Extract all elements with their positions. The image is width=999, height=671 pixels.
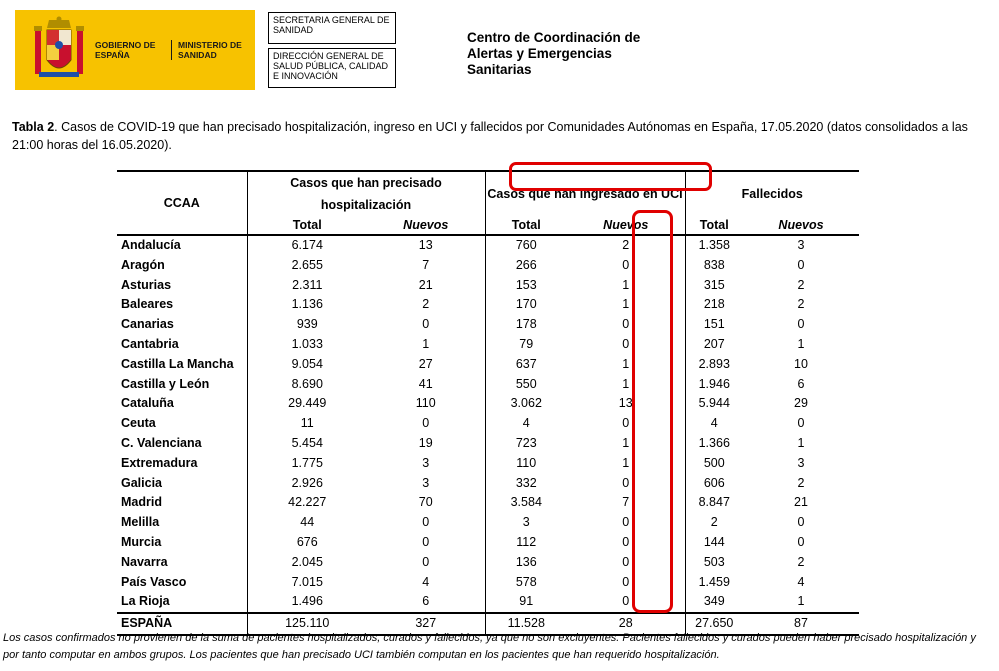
cell-f-total: 144	[685, 533, 743, 553]
covid-table	[117, 170, 859, 636]
uci-nuevos-highlight	[632, 210, 673, 613]
secretaria-box: SECRETARIA GENERAL DE SANIDAD	[268, 12, 396, 44]
cell-h-new: 41	[418, 376, 433, 391]
cell-f-total: 500	[685, 454, 743, 474]
cell-h-total: 2.045	[247, 553, 367, 573]
cell-h-total: 11	[247, 414, 367, 434]
ccaa-name: Castilla La Mancha	[121, 356, 234, 371]
cell-f-new: 3	[797, 238, 805, 252]
cell-h-total: 6.174	[247, 235, 367, 256]
ccaa-name: La Rioja	[121, 594, 170, 609]
ccaa-name: Madrid	[121, 495, 162, 510]
cell-h-new: 13	[418, 238, 433, 252]
subheader-nuevos: Nuevos	[567, 216, 685, 235]
cell-h-total: 44	[247, 513, 367, 533]
cell-h-new: 3	[422, 475, 430, 490]
cell-u-new: 0	[622, 257, 630, 272]
group-header-uci: Casos que han ingresado en UCI	[485, 171, 685, 216]
cell-f-new: 29	[794, 396, 808, 411]
cell-u-total: 11.528	[485, 613, 567, 635]
cell-u-new: 0	[622, 554, 630, 569]
table-row	[117, 375, 859, 395]
ccaa-name: C. Valenciana	[121, 435, 202, 450]
cell-h-new: 3	[422, 455, 430, 470]
ccaa-name: Extremadura	[121, 455, 198, 470]
ccaa-name: Andalucía	[121, 238, 181, 252]
cell-h-total: 939	[247, 315, 367, 335]
cell-u-new: 1	[622, 277, 630, 292]
table-row	[117, 394, 859, 414]
cell-f-new: 1	[797, 594, 805, 609]
table-row	[117, 235, 859, 256]
cell-u-new: 0	[622, 594, 630, 609]
cell-u-total: 332	[485, 474, 567, 494]
cell-u-total: 723	[485, 434, 567, 454]
table-row	[117, 553, 859, 573]
cell-f-total: 218	[685, 295, 743, 315]
cell-u-new: 0	[622, 336, 630, 351]
cell-f-total: 1.459	[685, 573, 743, 593]
cell-u-total: 3	[485, 513, 567, 533]
cell-f-total: 4	[685, 414, 743, 434]
cell-u-total: 170	[485, 295, 567, 315]
cell-h-new: 7	[422, 257, 430, 272]
cell-h-total: 29.449	[247, 394, 367, 414]
cell-u-total: 637	[485, 355, 567, 375]
cell-h-total: 7.015	[247, 573, 367, 593]
cell-h-total: 5.454	[247, 434, 367, 454]
cell-f-new: 0	[797, 317, 805, 332]
ccaa-name: Ceuta	[121, 416, 156, 431]
cell-f-total: 1.358	[685, 235, 743, 256]
cell-u-new: 1	[622, 356, 630, 371]
subheader-total: Total	[685, 216, 743, 235]
cell-h-new: 70	[418, 495, 433, 510]
cell-f-new: 3	[797, 455, 805, 470]
ccaa-name: Castilla y León	[121, 376, 210, 391]
ccaa-name: Asturias	[121, 277, 172, 292]
cell-u-new: 0	[622, 534, 630, 549]
cell-u-total: 3.584	[485, 493, 567, 513]
cell-u-new: 7	[622, 495, 630, 510]
cell-u-total: 578	[485, 573, 567, 593]
cell-h-new: 4	[422, 574, 430, 589]
center-title: Centro de Coordinación de Alertas y Emergencias Sanitarias	[467, 30, 641, 77]
cell-f-total: 838	[685, 256, 743, 276]
ccaa-name: Cataluña	[121, 396, 174, 411]
cell-h-new: 1	[422, 336, 430, 351]
cell-f-new: 1	[797, 435, 805, 450]
cell-f-new: 2	[797, 475, 805, 490]
table-row	[117, 434, 859, 454]
cell-h-new: 0	[422, 534, 430, 549]
ccaa-name: Baleares	[121, 297, 174, 312]
cell-u-new: 2	[622, 238, 630, 252]
cell-u-total: 112	[485, 533, 567, 553]
table-caption	[12, 118, 987, 154]
cell-f-total: 207	[685, 335, 743, 355]
cell-h-new: 0	[422, 554, 430, 569]
cell-h-total: 1.775	[247, 454, 367, 474]
cell-h-total: 9.054	[247, 355, 367, 375]
caption-text: . Casos de COVID-19 que han precisado hospitalización, ingreso en UCI y fallecidos por Comunidades Autónomas en España, 17.05.2020 (datos consolidados a las 21:00 horas del 16.05.2020).	[12, 120, 968, 152]
cell-f-total: 1.946	[685, 375, 743, 395]
cell-h-total: 2.311	[247, 276, 367, 296]
direccion-box: DIRECCIÓN GENERAL DE SALUD PÚBLICA, CALIDAD E INNOVACIÓN	[268, 48, 396, 88]
cell-h-new: 6	[422, 594, 430, 609]
cell-u-new: 0	[622, 515, 630, 530]
subheader-total: Total	[247, 216, 367, 235]
table-row	[117, 315, 859, 335]
cell-u-new: 13	[618, 396, 633, 411]
cell-u-total: 79	[485, 335, 567, 355]
table-row	[117, 276, 859, 296]
cell-f-new: 0	[797, 416, 805, 431]
cell-u-new: 0	[622, 317, 630, 332]
table-row	[117, 592, 859, 613]
cell-h-total: 1.033	[247, 335, 367, 355]
cell-u-new: 1	[622, 376, 630, 391]
cell-f-total: 315	[685, 276, 743, 296]
cell-u-new: 1	[622, 435, 630, 450]
cell-u-new: 28	[567, 613, 685, 635]
table-row	[117, 533, 859, 553]
cell-f-new: 4	[797, 574, 805, 589]
cell-h-total: 1.496	[247, 592, 367, 613]
cell-f-new: 2	[797, 277, 805, 292]
ccaa-name: Galicia	[121, 475, 162, 490]
cell-h-new: 21	[418, 277, 433, 292]
cell-h-total: 42.227	[247, 493, 367, 513]
cell-u-total: 760	[485, 235, 567, 256]
cell-h-total: 8.690	[247, 375, 367, 395]
cell-u-new: 1	[622, 297, 630, 312]
ministerio-label: MINISTERIO DE SANIDAD	[171, 40, 258, 60]
cell-f-total: 5.944	[685, 394, 743, 414]
cell-u-total: 153	[485, 276, 567, 296]
table-row	[117, 335, 859, 355]
subheader-total: Total	[485, 216, 567, 235]
cell-u-total: 136	[485, 553, 567, 573]
cell-f-new: 0	[797, 534, 805, 549]
cell-u-total: 550	[485, 375, 567, 395]
cell-f-new: 1	[797, 336, 805, 351]
cell-f-total: 151	[685, 315, 743, 335]
cell-u-total: 110	[485, 454, 567, 474]
cell-u-new: 0	[622, 574, 630, 589]
cell-h-new: 19	[418, 435, 433, 450]
coat-of-arms-icon	[33, 16, 85, 84]
ccaa-name: Melilla	[121, 515, 160, 530]
table-row	[117, 295, 859, 315]
subheader-nuevos: Nuevos	[367, 216, 485, 235]
table-row	[117, 493, 859, 513]
cell-f-total: 503	[685, 553, 743, 573]
cell-h-total: 2.655	[247, 256, 367, 276]
cell-u-new: 0	[622, 416, 630, 431]
cell-f-new: 21	[794, 495, 808, 510]
table-row	[117, 573, 859, 593]
table-row	[117, 355, 859, 375]
cell-u-new: 1	[622, 455, 630, 470]
cell-u-total: 91	[485, 592, 567, 613]
cell-u-total: 3.062	[485, 394, 567, 414]
cell-f-new: 0	[797, 515, 805, 530]
cell-f-new: 0	[797, 257, 805, 272]
table-row	[117, 454, 859, 474]
ccaa-name: Murcia	[121, 534, 162, 549]
cell-f-total: 27.650	[685, 613, 743, 635]
cell-f-total: 2.893	[685, 355, 743, 375]
cell-u-total: 178	[485, 315, 567, 335]
table-row	[117, 513, 859, 533]
government-logo	[15, 10, 255, 90]
cell-u-new: 0	[622, 475, 630, 490]
ccaa-name: Cantabria	[121, 336, 179, 351]
cell-h-total: 1.136	[247, 295, 367, 315]
table-row	[117, 414, 859, 434]
subheader-nuevos: Nuevos	[743, 216, 859, 235]
ccaa-name: Canarias	[121, 317, 174, 332]
ccaa-name: ESPAÑA	[117, 613, 247, 635]
uci-header-highlight	[509, 162, 712, 191]
gobierno-label: GOBIERNO DE ESPAÑA	[95, 40, 156, 60]
cell-f-new: 2	[797, 554, 805, 569]
cell-h-total: 676	[247, 533, 367, 553]
cell-f-total: 606	[685, 474, 743, 494]
ccaa-name: País Vasco	[121, 574, 187, 589]
cell-h-new: 0	[422, 515, 430, 530]
group-header-fallecidos: Fallecidos	[685, 171, 859, 216]
cell-f-new: 2	[797, 297, 805, 312]
cell-f-total: 1.366	[685, 434, 743, 454]
cell-f-new: 87	[743, 613, 859, 635]
cell-f-new: 6	[797, 376, 805, 391]
footnote: Los casos confirmados no provienen de la suma de pacientes hospitalizados, curados y fallecidos, ya que no son excluyentes. Pacientes fallecidos y curados pueden haber precisado hospitalización y por tanto computar en ambos grupos. Los pacientes que han precisado UCI también computan en los pacientes que han requerido hospitalización.	[3, 632, 976, 661]
cell-h-new: 110	[415, 396, 436, 411]
table-row	[117, 474, 859, 494]
cell-h-new: 0	[422, 317, 430, 332]
cell-h-new: 2	[422, 297, 430, 312]
cell-h-total: 2.926	[247, 474, 367, 494]
ccaa-name: Navarra	[121, 554, 168, 569]
ccaa-header: CCAA	[117, 171, 247, 235]
cell-h-new: 327	[367, 613, 485, 635]
cell-f-total: 8.847	[685, 493, 743, 513]
cell-h-new: 0	[422, 416, 430, 431]
cell-f-total: 2	[685, 513, 743, 533]
table-row	[117, 256, 859, 276]
cell-h-new: 27	[418, 356, 433, 371]
group-header-hospital: Casos que han precisado hospitalización	[247, 171, 485, 216]
cell-h-total: 125.110	[247, 613, 367, 635]
caption-label: Tabla 2	[12, 120, 55, 134]
cell-f-total: 349	[685, 592, 743, 613]
ccaa-name: Aragón	[121, 257, 165, 272]
cell-u-total: 4	[485, 414, 567, 434]
cell-f-new: 10	[794, 356, 808, 371]
cell-u-total: 266	[485, 256, 567, 276]
